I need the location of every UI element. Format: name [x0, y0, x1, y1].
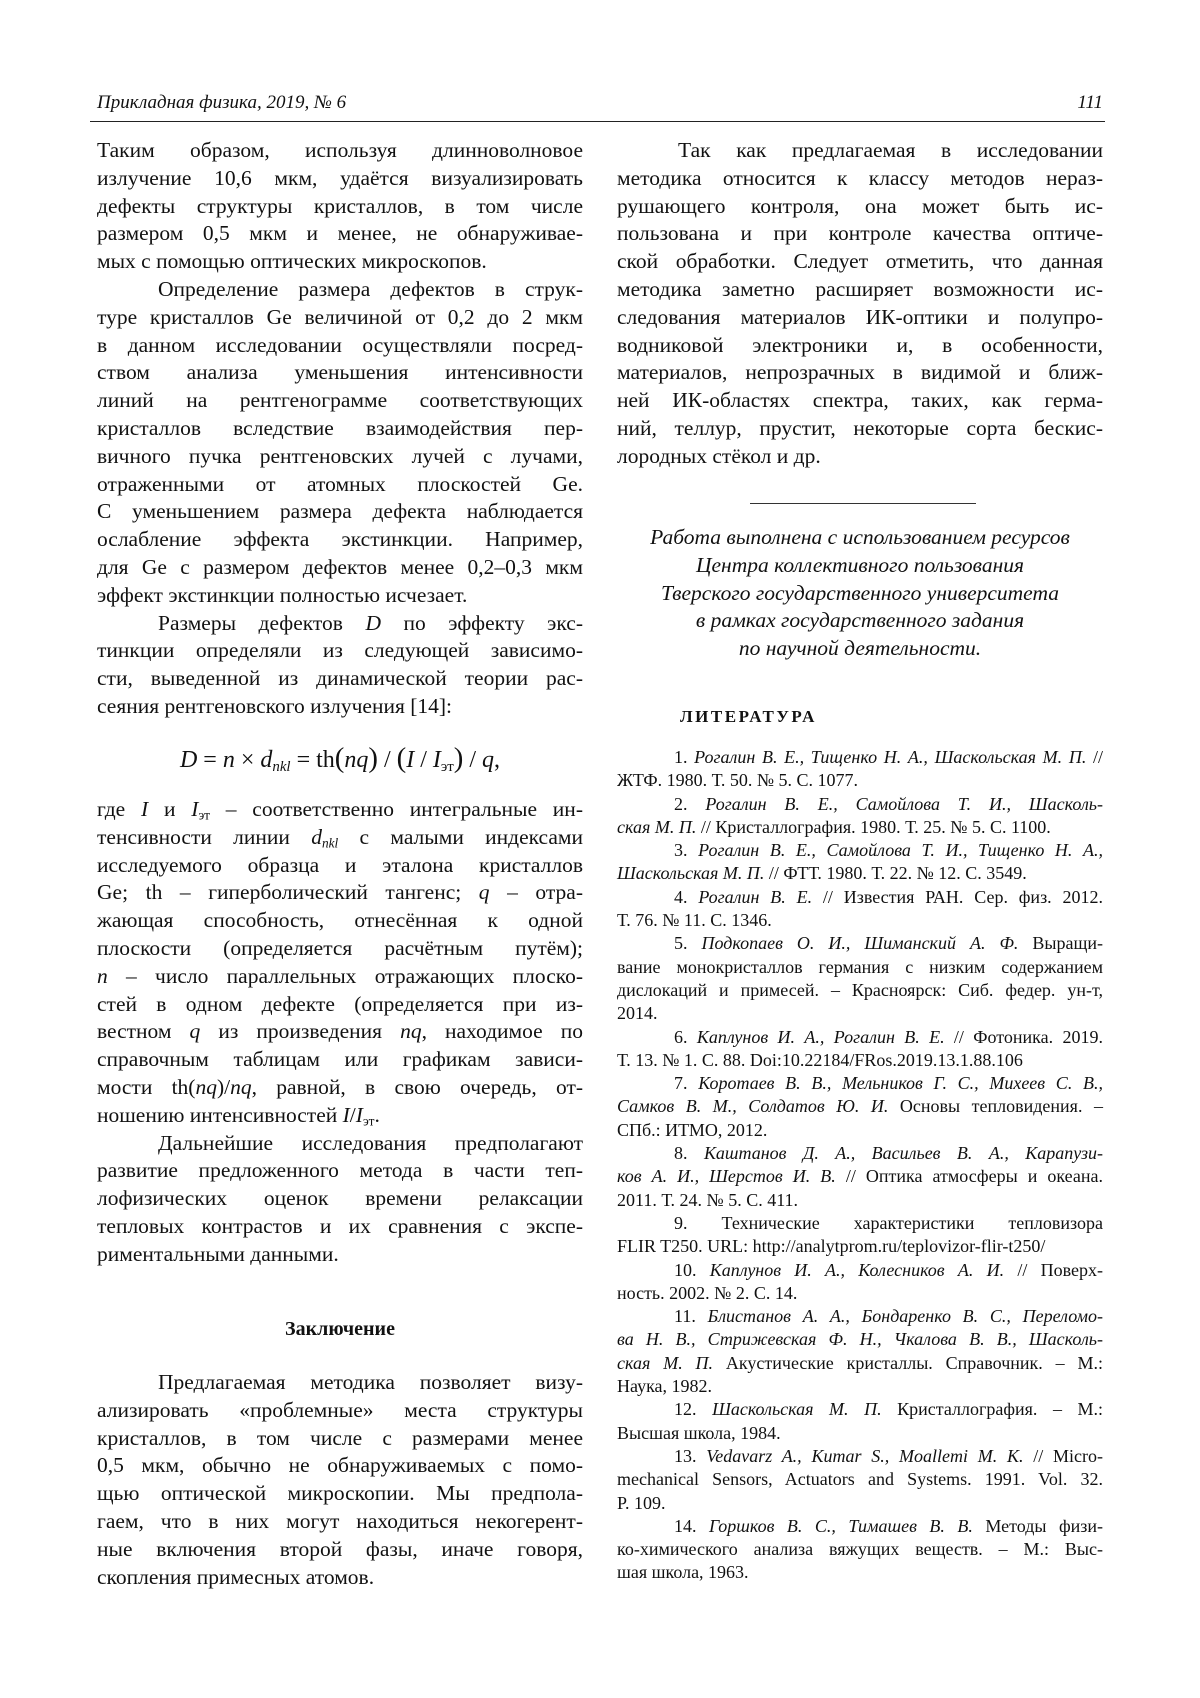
parenthesis: (: [335, 742, 345, 774]
reference-line: [617, 839, 1103, 862]
italic-symbol: d: [260, 747, 272, 773]
defect-size-formula: [97, 742, 583, 776]
text-segment: жающая способность, отнесённая к одной: [97, 908, 583, 932]
reference-line: [617, 1095, 1103, 1118]
text-segment: следования материалов ИК-оптики и полупро-: [617, 305, 1103, 329]
text-segment: =: [197, 747, 223, 773]
text-segment: плоскости (определяется расчётным путём);: [97, 936, 583, 960]
text-segment: тинкции определяли из следующей зависимо-: [97, 638, 583, 662]
italic-symbol: ков А. И., Шерстов И. В.: [617, 1166, 836, 1186]
italic-symbol: Коротаев В. В., Мельников Г. С., Михеев С. В.,: [698, 1073, 1103, 1093]
text-segment: дислокаций и примесей. – Красноярск: Сиб. федер. ун-т,: [617, 980, 1103, 1000]
acknowledgment: [617, 523, 1103, 662]
italic-symbol: n: [97, 964, 108, 988]
text-segment: 2014.: [617, 1003, 658, 1023]
text-segment: // Известия РАН. Сер. физ. 2012.: [812, 887, 1103, 907]
reference-line: [617, 1398, 1103, 1421]
text-segment: ,: [494, 747, 500, 773]
page-number: 111: [1077, 92, 1103, 114]
reference-line: [617, 862, 1103, 885]
text-segment: )/: [217, 1075, 230, 1099]
text-line: [97, 665, 583, 693]
text-line: [97, 1241, 583, 1269]
text-segment: пользована и при контроле качества оптиче-: [617, 221, 1103, 245]
reference-line: [617, 793, 1103, 816]
text-segment: Кристаллография. – М.:: [882, 1399, 1103, 1419]
reference-line: [617, 1492, 1103, 1515]
italic-symbol: I: [141, 797, 148, 821]
text-segment: Дальнейшие исследования предполагают: [158, 1131, 583, 1155]
text-line: [97, 1213, 583, 1241]
reference-line: [617, 1352, 1103, 1375]
text-segment: P. 109.: [617, 1493, 666, 1513]
text-segment: мых с помощью оптических микроскопов.: [97, 249, 487, 273]
text-line: [97, 1130, 583, 1158]
reference-number: 11.: [674, 1306, 696, 1326]
text-line: [97, 991, 583, 1019]
reference-line: [617, 1259, 1103, 1282]
italic-symbol: I: [343, 1103, 350, 1127]
text-line: [97, 193, 583, 221]
text-segment: тепловых контрастов и их сравнения с экспе-: [97, 1214, 583, 1238]
reference-number: 3.: [674, 840, 688, 860]
text-segment: справочным таблицам или графикам зависи-: [97, 1047, 583, 1071]
references-list: [617, 746, 1103, 1585]
acknowledgment-line: Работа выполнена с использованием ресурсов: [617, 523, 1103, 551]
text-segment: – соответственно интегральные ин-: [210, 797, 583, 821]
acknowledgment-line: Тверского государственного университета: [617, 579, 1103, 607]
acknowledgment-line: Центра коллективного пользования: [617, 551, 1103, 579]
text-segment: дефекты структуры кристаллов, в том числе: [97, 194, 583, 218]
italic-symbol: Рогалин В. Е., Самойлова Т. И., Шасколь-: [705, 794, 1103, 814]
text-segment: кристаллов вследствие взаимодействия пер-: [97, 416, 583, 440]
italic-symbol: q: [190, 1019, 201, 1043]
italic-symbol: Шаскольская М. П.: [712, 1399, 882, 1419]
subscript: эт: [441, 759, 454, 775]
text-line: [97, 1452, 583, 1480]
text-segment: гаем, что в них могут находиться некогерент-: [97, 1509, 583, 1533]
text-segment: Так как предлагаемая в исследовании: [678, 138, 1103, 162]
reference-line: [617, 769, 1103, 792]
text-segment: С уменьшением размера дефекта наблюдается: [97, 499, 583, 523]
text-line: [97, 220, 583, 248]
text-segment: mechanical Sensors, Actuators and Systems. 1991. Vol. 32.: [617, 1469, 1103, 1489]
text-line: [97, 796, 583, 824]
subscript: эт: [198, 808, 210, 823]
reference-number: 12.: [674, 1399, 697, 1419]
italic-symbol: ская М. П.: [617, 1353, 713, 1373]
italic-symbol: Шаскольская М. П.: [617, 863, 764, 883]
reference-line: [617, 816, 1103, 839]
text-segment: , находимое по: [422, 1019, 583, 1043]
text-line: [97, 443, 583, 471]
reference-line: [617, 1212, 1103, 1235]
text-line: [617, 276, 1103, 304]
reference-number: 8.: [674, 1143, 688, 1163]
italic-symbol: Vedavarz A., Kumar S., Moallemi M. K.: [706, 1446, 1023, 1466]
text-line: [97, 1102, 583, 1130]
reference-line: [617, 1002, 1103, 1025]
italic-symbol: q: [479, 880, 490, 904]
italic-symbol: Рогалин В. Е.: [698, 887, 812, 907]
parenthesis: ): [368, 742, 378, 774]
text-line: [617, 359, 1103, 387]
text-segment: с малыми индексами: [338, 825, 583, 849]
reference-line: [617, 1189, 1103, 1212]
text-line: [97, 137, 583, 165]
text-segment: Т. 76. № 11. С. 1346.: [617, 910, 772, 930]
text-segment: ко-химического анализа вяжущих веществ. – М.: Выс-: [617, 1539, 1103, 1559]
reference-number: 13.: [674, 1446, 697, 1466]
reference-line: [617, 1561, 1103, 1584]
text-segment: развитие предложенного метода в части теп-: [97, 1158, 583, 1182]
text-segment: ализировать «проблемные» места структуры: [97, 1398, 583, 1422]
text-line: [97, 907, 583, 935]
text-segment: ность. 2002. № 2. С. 14.: [617, 1283, 797, 1303]
text-line: [97, 1185, 583, 1213]
text-segment: излучение 10,6 мкм, удаётся визуализировать: [97, 166, 583, 190]
text-segment: лородных стёкол и др.: [617, 444, 821, 468]
text-line: [97, 693, 583, 721]
italic-symbol: I: [406, 747, 414, 773]
text-segment: // Micro-: [1023, 1446, 1103, 1466]
text-segment: вание монокристаллов германия с низким содержанием: [617, 957, 1103, 977]
text-segment: /: [378, 747, 397, 773]
text-segment: исследуемого образца и эталона кристаллов: [97, 853, 583, 877]
text-line: [97, 1480, 583, 1508]
reference-number: 4.: [674, 887, 688, 907]
text-line: [97, 1018, 583, 1046]
text-segment: водниковой электроники и, в особенности,: [617, 333, 1103, 357]
text-segment: методика относится к классу методов нераз-: [617, 166, 1103, 190]
italic-subscript: nkl: [322, 836, 338, 851]
reference-line: [617, 1026, 1103, 1049]
text-line: [97, 1074, 583, 1102]
reference-line: [617, 1072, 1103, 1095]
text-segment: ношению интенсивностей: [97, 1103, 343, 1127]
text-segment: /: [463, 747, 482, 773]
text-segment: 2011. Т. 24. № 5. С. 411.: [617, 1190, 798, 1210]
text-line: [97, 963, 583, 991]
text-line: [97, 471, 583, 499]
text-segment: где: [97, 797, 141, 821]
text-line: [617, 193, 1103, 221]
text-line: [617, 137, 1103, 165]
reference-line: [617, 1235, 1103, 1258]
italic-symbol: n: [223, 747, 235, 773]
text-segment: //: [1086, 747, 1103, 767]
italic-symbol: nq: [230, 1075, 252, 1099]
reference-number: 6.: [674, 1027, 688, 1047]
text-segment: Акустические кристаллы. Справочник. – М.:: [713, 1353, 1103, 1373]
text-segment: размером 0,5 мкм и менее, не обнаруживае-: [97, 221, 583, 245]
text-line: [97, 610, 583, 638]
text-line: [97, 852, 583, 880]
text-segment: Таким образом, используя длинноволновое: [97, 138, 583, 162]
reference-line: [617, 1165, 1103, 1188]
text-line: [97, 824, 583, 852]
text-segment: щью оптической микроскопии. Мы предпола-: [97, 1481, 583, 1505]
text-line: [97, 332, 583, 360]
text-line: [617, 332, 1103, 360]
text-segment: – отра-: [490, 880, 583, 904]
text-segment: ней ИК-областях спектра, таких, как герма-: [617, 388, 1103, 412]
left-column-text-a: [97, 137, 583, 721]
text-segment: , равной, в свою очередь, от-: [252, 1075, 583, 1099]
text-segment: // Оптика атмосферы и океана.: [836, 1166, 1103, 1186]
italic-symbol: D: [365, 611, 381, 635]
text-segment: Ge; th – гиперболический тангенс;: [97, 880, 479, 904]
left-column-text-b: [97, 796, 583, 1269]
text-segment: материалов, непрозрачных в видимой и ближ-: [617, 360, 1103, 384]
text-segment: отраженными от атомных плоскостей Ge.: [97, 472, 583, 496]
text-line: [97, 498, 583, 526]
text-line: [617, 415, 1103, 443]
references-heading: ЛИТЕРАТУРА: [680, 707, 817, 727]
italic-symbol: Горшков В. С., Тимашев В. В.: [709, 1516, 973, 1536]
reference-line: [617, 1049, 1103, 1072]
reference-number: 1.: [674, 747, 688, 767]
text-segment: шая школа, 1963.: [617, 1562, 749, 1582]
italic-subscript: nkl: [272, 759, 290, 775]
text-segment: // Фотоника. 2019.: [945, 1027, 1103, 1047]
separator-line: [750, 503, 976, 504]
italic-symbol: nq: [195, 1075, 217, 1099]
text-segment: /: [414, 747, 433, 773]
text-line: [97, 935, 583, 963]
reference-line: [617, 1375, 1103, 1398]
text-segment: кристаллов, в том числе с размерами менее: [97, 1426, 583, 1450]
reference-line: [617, 1468, 1103, 1491]
italic-symbol: ская М. П.: [617, 817, 696, 837]
italic-symbol: Рогалин В. Е., Тищенко Н. А., Шаскольская М. П.: [694, 747, 1086, 767]
text-line: [97, 1157, 583, 1185]
text-segment: FLIR T250. URL: http://analytprom.ru/teplovizor-flir-t250/: [617, 1236, 1045, 1256]
reference-line: [617, 1515, 1103, 1538]
text-segment: = th: [291, 747, 335, 773]
text-segment: из произведения: [200, 1019, 400, 1043]
italic-symbol: I: [356, 1103, 363, 1127]
text-segment: в данном исследовании осуществляли посред-: [97, 333, 583, 357]
text-segment: – число параллельных отражающих плоско-: [108, 964, 583, 988]
reference-line: [617, 746, 1103, 769]
text-segment: для Ge с размером дефектов менее 0,2–0,3 мкм: [97, 555, 583, 579]
text-segment: ской обработки. Следует отметить, что данная: [617, 249, 1103, 273]
italic-symbol: ва Н. В., Стрижевская Ф. Н., Чкалова В. В., Шасколь-: [617, 1329, 1103, 1349]
reference-number: 2.: [674, 794, 688, 814]
parenthesis: (: [397, 742, 407, 774]
reference-line: [617, 956, 1103, 979]
text-segment: вестном: [97, 1019, 190, 1043]
italic-symbol: Каштанов Д. А., Васильев В. А., Карапузи-: [704, 1143, 1103, 1163]
text-segment: // ФТТ. 1980. Т. 22. № 12. С. 3549.: [764, 863, 1026, 883]
italic-symbol: Рогалин В. Е., Самойлова Т. И., Тищенко Н. А.,: [698, 840, 1103, 860]
text-line: [617, 304, 1103, 332]
reference-line: [617, 1538, 1103, 1561]
text-line: [617, 443, 1103, 471]
text-segment: эффект экстинкции полностью исчезает.: [97, 583, 467, 607]
parenthesis: ): [454, 742, 464, 774]
reference-line: [617, 1445, 1103, 1468]
reference-number: 7.: [674, 1073, 688, 1093]
italic-symbol: Подкопаев О. И., Шиманский А. Ф.: [702, 933, 1019, 953]
text-line: [97, 415, 583, 443]
text-line: [97, 582, 583, 610]
text-segment: 0,5 мкм, обычно не обнаруживаемых с помо-: [97, 1453, 583, 1477]
reference-line: [617, 932, 1103, 955]
acknowledgment-line: в рамках государственного задания: [617, 606, 1103, 634]
italic-symbol: nq: [344, 747, 368, 773]
text-segment: стей в одном дефекте (определяется при из-: [97, 992, 583, 1016]
italic-symbol: D: [180, 747, 197, 773]
text-segment: /: [350, 1103, 356, 1127]
section-heading-conclusion: Заключение: [97, 1316, 583, 1344]
reference-line: [617, 1422, 1103, 1445]
text-line: [97, 1508, 583, 1536]
text-line: [97, 1425, 583, 1453]
text-segment: Т. 13. № 1. С. 88. Doi:10.22184/FRos.2019.13.1.88.106: [617, 1050, 1023, 1070]
text-segment: тенсивности линии: [97, 825, 311, 849]
text-segment: ные включения второй фазы, иначе говоря,: [97, 1537, 583, 1561]
text-line: [97, 637, 583, 665]
text-segment: Размеры дефектов: [158, 611, 365, 635]
text-line: [97, 248, 583, 276]
italic-symbol: Блистанов А. А., Бондаренко В. С., Переломо-: [708, 1306, 1103, 1326]
italic-symbol: I: [191, 797, 198, 821]
text-segment: Определение размера дефектов в струк-: [158, 277, 583, 301]
reference-number: 5.: [674, 933, 688, 953]
text-segment: линий на рентгенограмме соответствующих: [97, 388, 583, 412]
text-segment: СПб.: ИТМО, 2012.: [617, 1120, 767, 1140]
reference-line: [617, 1282, 1103, 1305]
italic-symbol: q: [482, 747, 494, 773]
text-line: [97, 1369, 583, 1397]
text-segment: // Кристаллография. 1980. Т. 25. № 5. С. 1100.: [696, 817, 1050, 837]
text-line: [617, 165, 1103, 193]
text-segment: Методы физи-: [973, 1516, 1103, 1536]
text-segment: Выращи-: [1018, 933, 1103, 953]
subscript: эт: [363, 1113, 375, 1128]
text-segment: по эффекту экс-: [381, 611, 583, 635]
text-line: [617, 387, 1103, 415]
text-line: [97, 526, 583, 554]
text-line: [617, 220, 1103, 248]
italic-symbol: nq: [400, 1019, 422, 1043]
text-line: [97, 1564, 583, 1592]
text-segment: // Поверх-: [1004, 1260, 1103, 1280]
acknowledgment-line: по научной деятельности.: [617, 634, 1103, 662]
text-segment: ством анализа уменьшения интенсивности: [97, 360, 583, 384]
journal-running-head: Прикладная физика, 2019, № 6: [97, 92, 346, 114]
text-segment: скопления примесных атомов.: [97, 1565, 374, 1589]
text-segment: и: [148, 797, 191, 821]
italic-symbol: I: [433, 747, 441, 773]
text-segment: ЖТФ. 1980. Т. 50. № 5. С. 1077.: [617, 770, 858, 790]
text-segment: сти, выведенной из динамической теории рас-: [97, 666, 583, 690]
italic-symbol: Самков В. М., Солдатов Ю. И.: [617, 1096, 888, 1116]
text-line: [97, 1046, 583, 1074]
text-segment: сеяния рентгеновского излучения [14]:: [97, 694, 452, 718]
text-line: [97, 1397, 583, 1425]
text-segment: лофизических оценок времени релаксации: [97, 1186, 583, 1210]
text-segment: риментальными данными.: [97, 1242, 339, 1266]
text-segment: рушающего контроля, она может быть ис-: [617, 194, 1103, 218]
reference-line: [617, 1328, 1103, 1351]
reference-number: 14.: [674, 1516, 697, 1536]
italic-symbol: d: [311, 825, 322, 849]
reference-line: [617, 1119, 1103, 1142]
conclusion-text: [97, 1369, 583, 1591]
reference-number: 10.: [674, 1260, 697, 1280]
italic-symbol: Каплунов И. А., Колесников А. И.: [710, 1260, 1004, 1280]
text-segment: Технические характеристики тепловизора: [722, 1213, 1103, 1233]
text-line: [97, 276, 583, 304]
reference-line: [617, 886, 1103, 909]
text-line: [97, 879, 583, 907]
text-line: [97, 387, 583, 415]
text-segment: Основы тепловидения. –: [888, 1096, 1103, 1116]
reference-line: [617, 1142, 1103, 1165]
text-line: [97, 165, 583, 193]
reference-line: [617, 979, 1103, 1002]
text-line: [97, 554, 583, 582]
text-line: [617, 248, 1103, 276]
reference-line: [617, 1305, 1103, 1328]
right-column-text: [617, 137, 1103, 471]
text-segment: туре кристаллов Ge величиной от 0,2 до 2 мкм: [97, 305, 583, 329]
text-segment: Предлагаемая методика позволяет визу-: [158, 1370, 583, 1394]
text-line: [97, 304, 583, 332]
text-segment: Наука, 1982.: [617, 1376, 712, 1396]
text-segment: методика заметно расширяет возможности ис-: [617, 277, 1103, 301]
text-segment: .: [375, 1103, 380, 1127]
reference-line: [617, 909, 1103, 932]
reference-number: 9.: [674, 1213, 688, 1233]
italic-symbol: Каплунов И. А., Рогалин В. Е.: [697, 1027, 945, 1047]
text-segment: ослабление эффекта экстинкции. Например,: [97, 527, 583, 551]
text-line: [97, 1536, 583, 1564]
text-segment: мости th(: [97, 1075, 195, 1099]
text-segment: вичного пучка рентгеновских лучей с лучами,: [97, 444, 583, 468]
header-rule: [90, 121, 1105, 122]
text-segment: ний, теллур, прустит, некоторые сорта бескис-: [617, 416, 1103, 440]
text-segment: Высшая школа, 1984.: [617, 1423, 781, 1443]
text-segment: ×: [235, 747, 261, 773]
text-line: [97, 359, 583, 387]
